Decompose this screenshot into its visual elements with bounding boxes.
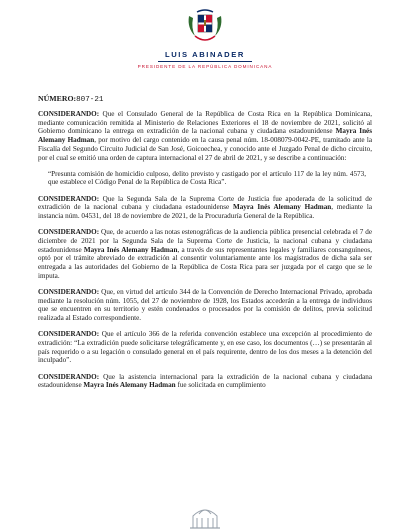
quoted-charge: “Presunta comisión de homicidio culposo, delito previsto y castigado por el artículo 117 de la ley núm. 4573, que establece el Código Penal de la República de Costa Rica”.: [48, 169, 366, 187]
considerando-label: CONSIDERANDO:: [38, 287, 100, 296]
paragraph-4: [38, 288, 372, 323]
palace-emblem-icon: [187, 502, 223, 530]
paragraph-3: [38, 228, 372, 280]
paragraph-1: [38, 110, 372, 162]
paragraph-text: , mediante la instancia núm. 04531, del 18 de noviembre de 2021, de la Procuraduría General de la República.: [38, 203, 372, 221]
paragraph-text: Que, en virtud del artículo 344 de la Convención de Derecho Internacional Privado, aprobada mediante la resolución núm. 1055, del 27 de noviembre de 1928, los Estados accederán a la entrega de individuos que se encuentren en su territorio y estén condenados o procesados por la comisión de delitos, previa solicitud realizada al Estado correspondiente.: [38, 287, 372, 323]
paragraph-6: [38, 373, 372, 390]
president-name: LUIS ABINADER: [164, 50, 245, 59]
considerando-label: CONSIDERANDO:: [38, 194, 100, 203]
paragraph-text: Que la Segunda Sala de la Suprema Corte de Justicia fue apoderada de la solicitud de extradición de la nacional cubana y ciudadana estadounidense: [38, 194, 372, 212]
paragraph-text: fue solicitada en cumplimiento: [175, 381, 266, 390]
paragraph-text: Que el Consulado General de la República de Costa Rica en la República Dominicana, mediante comunicación remitida al Ministerio de Relaciones Exteriores el 18 de noviembre de 2021, solicitó al Gobierno dominicano la entrega en extradición de la nacional cubana y ciudadana estadounidense: [38, 110, 372, 136]
coat-of-arms-icon: [185, 6, 225, 46]
letterhead: [0, 6, 410, 69]
considerando-label: CONSIDERANDO:: [38, 110, 100, 118]
paragraph-text: Que el artículo 366 de la referida convención establece una excepción al procedimiento de extradición: “La extradición puede solicitarse telegráficamente y, en ese caso, los documentos (…) se presentarán al país requerido o a su legación o consulado general en el país requirente, dentro de los dos meses a la detención del inculpado”.: [38, 330, 372, 365]
paragraph-2: [38, 195, 372, 221]
person-name: Mayra Inés Alemany Hadman: [38, 127, 372, 145]
document-number: [38, 94, 103, 104]
person-name: Mayra Inés Alemany Hadman: [83, 245, 178, 254]
president-title: PRESIDENTE DE LA REPÚBLICA DOMINICANA: [137, 64, 273, 69]
paragraph-text: Que la asistencia internacional para la extradición de la nacional cubana y ciudadana estadounidense: [38, 372, 372, 390]
paragraph-5: [38, 330, 372, 365]
number-value: 807-21: [76, 96, 104, 104]
considerando-label: CONSIDERANDO:: [38, 372, 100, 381]
person-name: Mayra Inés Alemany Hadman: [83, 381, 176, 390]
document-body: [38, 110, 372, 397]
paragraph-text: , por motivo del cargo contenido en la causa penal núm. 18-008079-0042-PE, tramitado ante la Fiscalía del Segundo Circuito Judicial de San José, Goicoechea, y conocido ante el Juzgado Penal de dicho circuito, por el cual se emitió una orden de captura internacional el 27 de abril de 2021, y se describe a continuación:: [38, 136, 372, 162]
considerando-label: CONSIDERANDO:: [38, 228, 100, 237]
person-name: Mayra Inés Alemany Hadman: [232, 203, 332, 212]
considerando-label: CONSIDERANDO:: [38, 330, 100, 339]
number-label: NÚMERO:: [38, 94, 77, 103]
paragraph-text: , a través de sus representantes legales y familiares consanguíneos, optó por el trámite abreviado de extradición al consentir voluntariamente ante los magistrados de dicha sala ser entregada a las autoridades del Gobierno de la República de Costa Rica para ser juzgada por el cargo que se le imputa.: [38, 245, 372, 280]
paragraph-text: Que, de acuerdo a las notas estenográficas de la audiencia pública presencial celebrada el 7 de diciembre de 2021 por la Segunda Sala de la Suprema Corte de Justicia, la nacional cubana y ciudadana estadounidense: [38, 228, 372, 254]
header-divider: [158, 61, 252, 62]
